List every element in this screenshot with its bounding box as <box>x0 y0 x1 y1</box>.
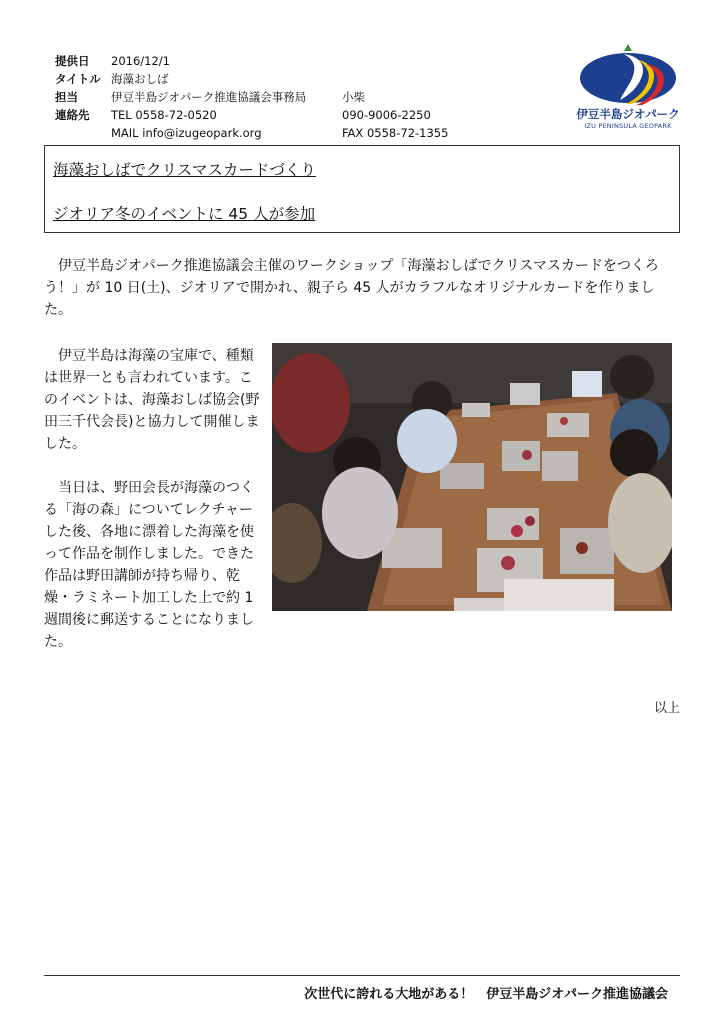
header-label: タイトル <box>55 72 101 86</box>
footer-divider <box>44 975 680 976</box>
geopark-emblem-icon <box>572 42 684 106</box>
logo-title: 伊豆半島ジオパーク <box>576 107 680 121</box>
headline-sub: ジオリア冬のイベントに 45 人が参加 <box>53 205 316 223</box>
geopark-logo <box>572 42 684 134</box>
body-paragraph-intro: 伊豆半島ジオパーク推進協議会主催のワークショップ「海藻おしばでクリスマスカードをつくろう！」が 10 日(土)、ジオリアで開かれ、親子ら 45 人がカラフルなオリジナルカードを作りました。 <box>44 258 659 318</box>
header-label: 提供日 <box>55 54 90 68</box>
header-value: 2016/12/1 <box>111 54 170 68</box>
headline-main: 海藻おしばでクリスマスカードづくり <box>53 161 316 179</box>
header-value: 海藻おしば <box>111 72 169 86</box>
header-value-secondary: 090-9006-2250 <box>342 108 431 122</box>
workshop-photo-image <box>272 343 672 611</box>
header-value: 伊豆半島ジオパーク推進協議会事務局 <box>111 90 307 104</box>
body-paragraph-background: 伊豆半島は海藻の宝庫で、種類は世界一とも言われています。このイベントは、海藻おしば協会(野田三千代会長)と協力して開催しました。 <box>44 348 260 452</box>
footer-slogan: 次世代に誇れる大地がある！ 伊豆半島ジオパーク推進協議会 <box>304 987 668 1002</box>
header-value-secondary: FAX 0558-72-1355 <box>342 126 449 140</box>
closing-mark: 以上 <box>653 701 680 716</box>
logo-subtitle: IZU PENINSULA GEOPARK <box>584 122 672 130</box>
header-value: TEL 0558-72-0520 <box>111 108 217 122</box>
header-value-secondary: 小柴 <box>342 90 365 104</box>
header-label: 連絡先 <box>55 108 90 122</box>
headline-box <box>44 145 680 233</box>
event-photo <box>272 343 672 611</box>
body-paragraph-event-details: 当日は、野田会長が海藻のつくる「海の森」についてレクチャーした後、各地に漂着した海藻を使って作品を制作しました。できた作品は野田講師が持ち帰り、乾燥・ラミネート加工した上で約 1 週間後に郵送することになりました。 <box>44 480 254 650</box>
header-label: 担当 <box>55 90 78 104</box>
header-value: MAIL info@izugeopark.org <box>111 126 262 140</box>
